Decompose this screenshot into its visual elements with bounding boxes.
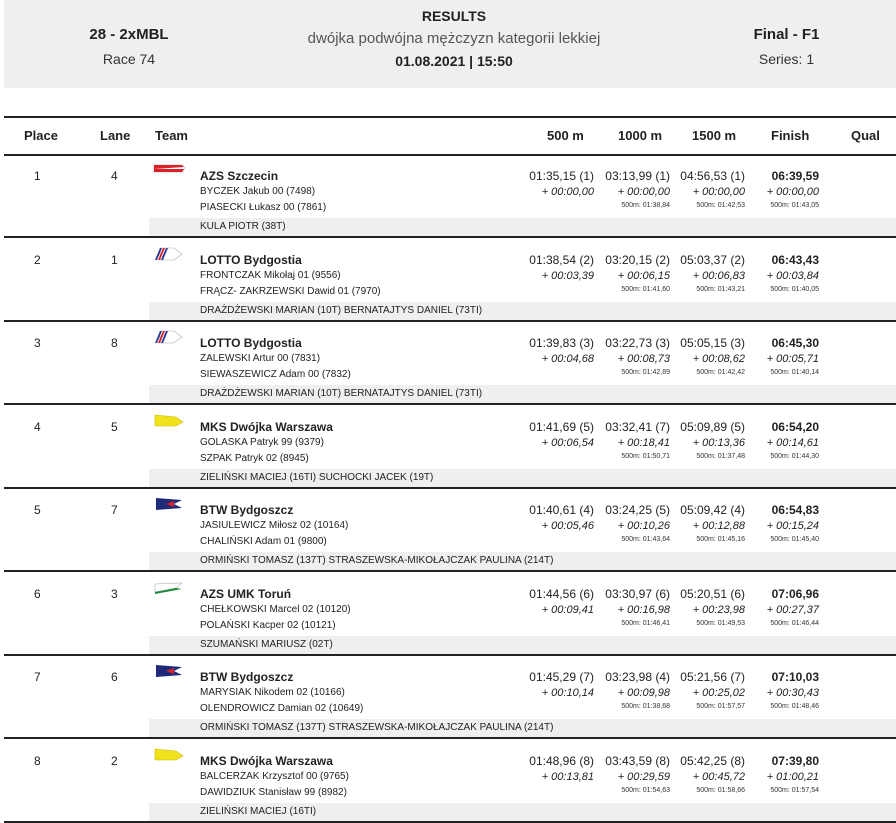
split-1000m [600, 754, 670, 794]
split-diff: + 00:05,46 [541, 520, 594, 532]
split-1500m [675, 336, 745, 376]
split-time: 03:32,41 (7) [605, 419, 670, 434]
athlete-2: CHALIŃSKI Adam 01 (9800) [200, 536, 327, 547]
split-diff: + 00:08,62 [692, 353, 745, 365]
split-time: 03:23,98 (4) [605, 670, 670, 684]
club-flag-icon [152, 329, 186, 345]
col-1000m: 1000 m [618, 128, 663, 143]
coach-line: DRAŻDŻEWSKI MARIAN (10T) BERNATAJTYS DANIEL (73TI) [149, 385, 896, 403]
split-time: 01:35,15 (1) [529, 169, 594, 183]
lane-cell: 3 [111, 586, 118, 601]
split-pace: 500m: 01:38,68 [621, 703, 670, 710]
col-finish: Finish [771, 128, 810, 143]
split-1500m [675, 587, 745, 627]
split-1000m [600, 587, 670, 627]
col-1500m: 1500 m [692, 128, 737, 143]
team-name: BTW Bydgoszcz [200, 670, 294, 684]
team-name: AZS Szczecin [200, 169, 279, 183]
team-name: LOTTO Bydgostia [200, 336, 302, 350]
finish-time: 06:54,83 [771, 503, 819, 517]
split-500m [524, 670, 594, 699]
finish-diff: + 00:05,71 [766, 353, 819, 365]
table-row [4, 321, 896, 405]
col-place: Place [24, 128, 58, 143]
finish-diff: + 00:14,61 [766, 436, 819, 449]
split-500m [524, 169, 594, 198]
split-pace: 500m: 01:38,84 [621, 202, 670, 209]
split-500m [524, 336, 594, 365]
split-finish [754, 169, 819, 209]
split-1500m [675, 420, 745, 460]
split-1000m [600, 169, 670, 209]
lane-cell: 6 [111, 670, 118, 684]
finish-time: 07:39,80 [771, 753, 819, 768]
split-time: 01:41,69 (5) [529, 419, 594, 434]
split-diff: + 00:10,14 [541, 687, 594, 699]
split-diff: + 00:08,73 [617, 353, 670, 365]
split-diff: + 00:12,88 [692, 520, 745, 532]
place-cell: 1 [34, 169, 41, 183]
finish-diff: + 00:03,84 [766, 269, 819, 282]
place-cell: 8 [34, 753, 41, 768]
split-pace: 500m: 01:50,71 [621, 452, 670, 460]
col-lane: Lane [100, 128, 131, 143]
results-header [4, 0, 896, 88]
split-1500m [675, 169, 745, 209]
club-flag-icon [152, 413, 186, 429]
split-time: 03:13,99 (1) [605, 169, 670, 183]
lane-cell: 7 [111, 503, 118, 517]
athlete-1: JASIULEWICZ Miłosz 02 (10164) [200, 520, 349, 531]
finish-time: 07:10,03 [771, 670, 819, 684]
split-time: 03:30,97 (6) [605, 586, 670, 601]
race-number: Race 74 [102, 51, 156, 67]
athlete-2: DAWIDZIUK Stanisław 99 (8982) [200, 786, 347, 798]
athlete-1: GOLASKA Patryk 99 (9379) [200, 436, 324, 448]
finish-pace: 500m: 01:44,30 [770, 452, 819, 460]
split-pace: 500m: 01:54,63 [621, 786, 670, 794]
finish-time: 06:39,59 [771, 169, 819, 183]
athlete-1: BALCERZAK Krzysztof 00 (9765) [200, 770, 349, 782]
split-diff: + 00:00,00 [692, 186, 745, 198]
column-header-row [4, 116, 896, 156]
place-cell: 4 [34, 419, 41, 434]
athlete-2: POLAŃSKI Kacper 02 (10121) [200, 619, 336, 631]
table-row [4, 405, 896, 489]
team-name: LOTTO Bydgostia [200, 252, 302, 267]
split-diff: + 00:10,26 [617, 520, 670, 532]
split-500m [524, 253, 594, 282]
split-time: 05:20,51 (6) [680, 586, 745, 601]
finish-pace: 500m: 01:45,40 [770, 536, 819, 543]
split-500m [524, 587, 594, 616]
finish-pace: 500m: 01:48,46 [770, 703, 819, 710]
split-time: 01:44,56 (6) [529, 586, 594, 601]
finish-pace: 500m: 01:40,05 [770, 285, 819, 293]
split-time: 05:03,37 (2) [680, 252, 745, 267]
split-time: 01:48,96 (8) [529, 753, 594, 768]
split-time: 01:39,83 (3) [529, 336, 594, 350]
club-flag-icon [152, 496, 186, 512]
split-time: 05:42,25 (8) [680, 753, 745, 768]
split-1000m [600, 336, 670, 376]
coach-line: ZIELIŃSKI MACIEJ (16TI) [149, 803, 896, 821]
athlete-1: ZALEWSKI Artur 00 (7831) [200, 353, 321, 364]
finish-diff: + 00:00,00 [766, 186, 819, 198]
team-name: MKS Dwójka Warszawa [200, 419, 333, 434]
finish-pace: 500m: 01:40,14 [770, 369, 819, 376]
coach-line: ZIELIŃSKI MACIEJ (16TI) SUCHOCKI JACEK (19T) [149, 469, 896, 487]
athlete-2: SZPAK Patryk 02 (8945) [200, 452, 309, 464]
split-1000m [600, 253, 670, 293]
split-diff: + 00:16,98 [617, 603, 670, 616]
split-diff: + 00:06,15 [617, 269, 670, 282]
split-diff: + 00:06,54 [541, 436, 594, 449]
event-info [84, 26, 174, 67]
split-pace: 500m: 01:57,57 [696, 703, 745, 710]
place-cell: 6 [34, 586, 41, 601]
lane-cell: 5 [111, 419, 118, 434]
split-pace: 500m: 01:43,21 [696, 285, 745, 293]
finish-time: 07:06,96 [771, 586, 819, 601]
lane-cell: 4 [111, 169, 118, 183]
col-qual: Qual [851, 128, 880, 143]
split-1000m [600, 503, 670, 543]
coach-line: ORMIŃSKI TOMASZ (137T) STRASZEWSKA-MIKOŁAJCZAK PAULINA (214T) [149, 552, 896, 570]
split-1500m [675, 670, 745, 710]
team-name: AZS UMK Toruń [200, 586, 292, 601]
table-row [4, 154, 896, 238]
split-diff: + 00:45,72 [692, 770, 745, 783]
split-pace: 500m: 01:43,64 [621, 536, 670, 543]
split-time: 05:21,56 (7) [680, 670, 745, 684]
split-time: 05:09,42 (4) [680, 503, 745, 517]
split-pace: 500m: 01:37,48 [696, 452, 745, 460]
split-diff: + 00:00,00 [617, 186, 670, 198]
athlete-2: PIASECKI Łukasz 00 (7861) [200, 202, 327, 213]
split-diff: + 00:09,41 [541, 603, 594, 616]
split-diff: + 00:00,00 [541, 186, 594, 198]
split-time: 01:38,54 (2) [529, 252, 594, 267]
split-diff: + 00:13,81 [541, 770, 594, 783]
table-row [4, 572, 896, 656]
split-time: 01:40,61 (4) [529, 503, 594, 517]
athlete-2: SIEWASZEWICZ Adam 00 (7832) [200, 369, 351, 380]
split-500m [524, 503, 594, 532]
split-1500m [675, 253, 745, 293]
split-diff: + 00:09,98 [617, 687, 670, 699]
col-500m: 500 m [547, 128, 584, 143]
coach-line: SZUMAŃSKI MARIUSZ (02T) [149, 636, 896, 654]
split-1500m [675, 503, 745, 543]
finish-diff: + 00:27,37 [766, 603, 819, 616]
event-name: dwójka podwójna mężczyzn kategorii lekkiej [307, 30, 601, 47]
split-1500m [675, 754, 745, 794]
club-flag-icon [152, 747, 186, 763]
split-finish [754, 503, 819, 543]
athlete-1: BYCZEK Jakub 00 (7498) [200, 186, 316, 197]
team-name: BTW Bydgoszcz [200, 503, 294, 517]
split-pace: 500m: 01:42,89 [621, 369, 670, 376]
finish-time: 06:45,30 [771, 336, 819, 350]
table-row [4, 488, 896, 572]
split-500m [524, 754, 594, 783]
team-name: MKS Dwójka Warszawa [200, 753, 333, 768]
split-time: 05:09,89 (5) [680, 419, 745, 434]
club-flag-icon [152, 162, 186, 178]
split-time: 03:22,73 (3) [605, 336, 670, 350]
club-flag-icon [152, 246, 186, 262]
place-cell: 5 [34, 503, 41, 517]
split-finish [754, 670, 819, 710]
split-time: 03:20,15 (2) [605, 252, 670, 267]
series-label: Series: 1 [758, 51, 815, 67]
phase-info [744, 26, 829, 67]
split-pace: 500m: 01:58,66 [696, 786, 745, 794]
split-diff: + 00:18,41 [617, 436, 670, 449]
split-time: 03:43,59 (8) [605, 753, 670, 768]
split-1000m [600, 420, 670, 460]
event-datetime: 01.08.2021 | 15:50 [395, 53, 513, 69]
split-diff: + 00:29,59 [617, 770, 670, 783]
finish-pace: 500m: 01:43,05 [770, 202, 819, 209]
coach-line: DRAŻDŻEWSKI MARIAN (10T) BERNATAJTYS DANIEL (73TI) [149, 302, 896, 320]
finish-pace: 500m: 01:46,44 [770, 619, 819, 627]
col-team: Team [155, 128, 188, 143]
finish-pace: 500m: 01:57,54 [770, 786, 819, 794]
athlete-1: MARYSIAK Nikodem 02 (10166) [200, 687, 345, 698]
finish-diff: + 00:30,43 [766, 687, 819, 699]
coach-line: ORMIŃSKI TOMASZ (137T) STRASZEWSKA-MIKOŁAJCZAK PAULINA (214T) [149, 719, 896, 737]
split-diff: + 00:25,02 [692, 687, 745, 699]
split-finish [754, 754, 819, 794]
split-finish [754, 253, 819, 293]
split-time: 01:45,29 (7) [529, 670, 594, 684]
split-pace: 500m: 01:45,16 [696, 536, 745, 543]
split-diff: + 00:23,98 [692, 603, 745, 616]
split-finish [754, 336, 819, 376]
lane-cell: 8 [111, 336, 118, 350]
table-row [4, 238, 896, 322]
place-cell: 7 [34, 670, 41, 684]
finish-diff: + 00:15,24 [766, 520, 819, 532]
place-cell: 3 [34, 336, 41, 350]
split-pace: 500m: 01:42,53 [696, 202, 745, 209]
club-flag-icon [152, 580, 186, 596]
finish-time: 06:54,20 [771, 419, 819, 434]
split-time: 03:24,25 (5) [605, 503, 670, 517]
finish-diff: + 01:00,21 [766, 770, 819, 783]
split-diff: + 00:06,83 [692, 269, 745, 282]
event-title-block [254, 8, 654, 69]
lane-cell: 1 [111, 252, 118, 267]
split-diff: + 00:04,68 [541, 353, 594, 365]
athlete-1: CHEŁKOWSKI Marcel 02 (10120) [200, 603, 351, 615]
coach-line: KULA PIOTR (38T) [149, 218, 896, 236]
table-row [4, 739, 896, 823]
split-time: 04:56,53 (1) [680, 169, 745, 183]
split-pace: 500m: 01:49,53 [696, 619, 745, 627]
club-flag-icon [152, 663, 186, 679]
split-diff: + 00:13,36 [692, 436, 745, 449]
table-row [4, 655, 896, 739]
athlete-1: FRONTCZAK Mikołaj 01 (9556) [200, 269, 341, 281]
athlete-2: FRĄCZ- ZAKRZEWSKI Dawid 01 (7970) [200, 285, 381, 297]
split-finish [754, 587, 819, 627]
event-code: 28 - 2xMBL [89, 26, 169, 43]
athlete-2: OLENDROWICZ Damian 02 (10649) [200, 703, 364, 714]
phase-label: Final - F1 [753, 26, 820, 43]
split-500m [524, 420, 594, 449]
split-pace: 500m: 01:46,41 [621, 619, 670, 627]
split-pace: 500m: 01:41,60 [621, 285, 670, 293]
lane-cell: 2 [111, 753, 118, 768]
split-finish [754, 420, 819, 460]
split-pace: 500m: 01:42,42 [696, 369, 745, 376]
split-time: 05:05,15 (3) [680, 336, 745, 350]
split-1000m [600, 670, 670, 710]
place-cell: 2 [34, 252, 41, 267]
finish-time: 06:43,43 [771, 252, 819, 267]
split-diff: + 00:03,39 [541, 269, 594, 282]
page-title: RESULTS [421, 8, 487, 24]
